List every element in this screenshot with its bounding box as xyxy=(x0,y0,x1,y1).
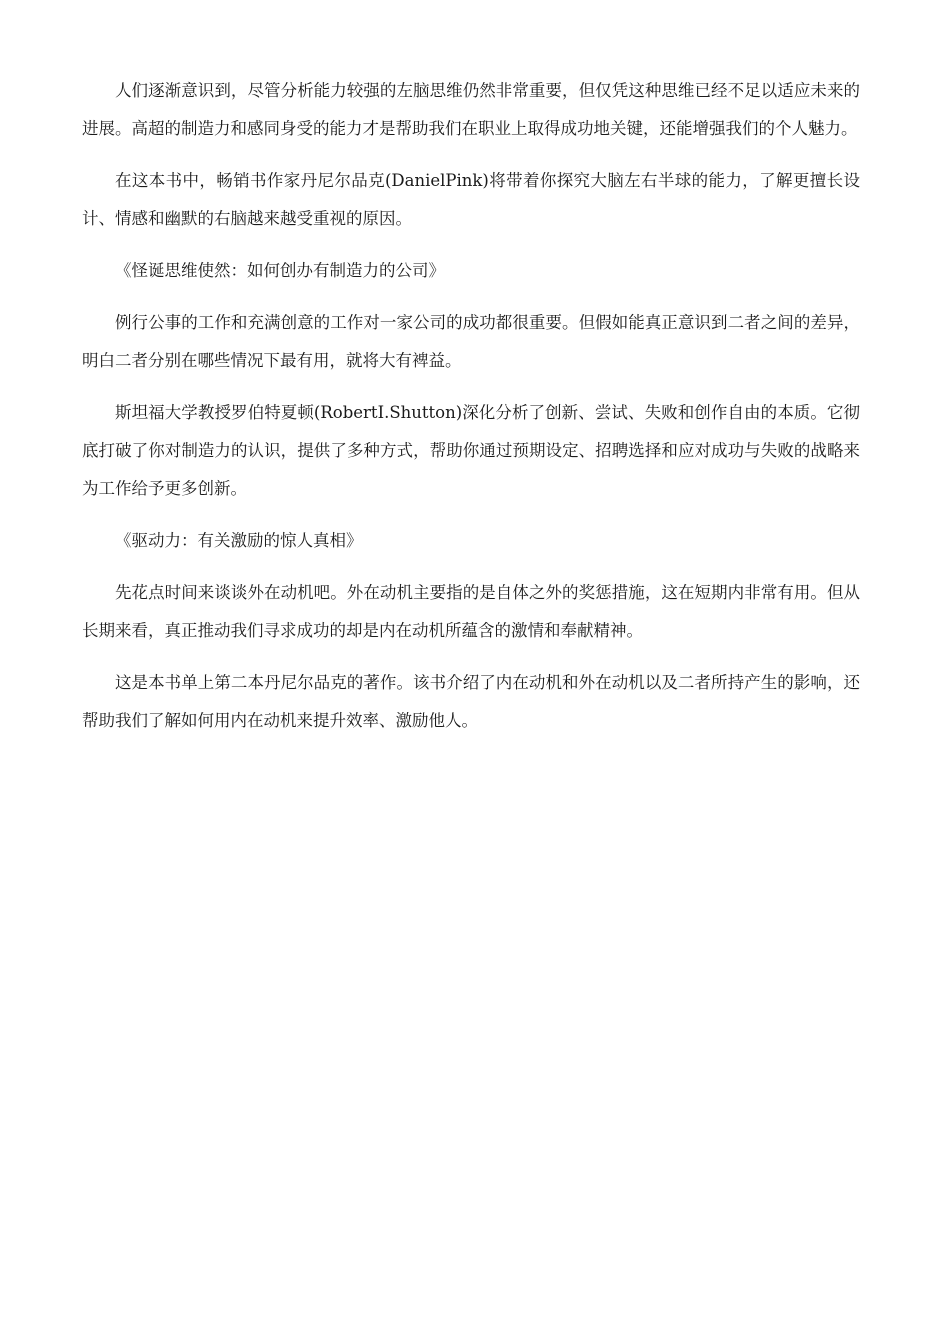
paragraph-extrinsic-motivation: 先花点时间来谈谈外在动机吧。外在动机主要指的是自体之外的奖惩措施，这在短期内非常有用。但从长期来看，真正推动我们寻求成功的却是内在动机所蕴含的激情和奉献精神。 xyxy=(82,583,860,640)
book-title-weird-ideas: 《怪诞思维使然：如何创办有制造力的公司》 xyxy=(115,261,445,280)
book-title-drive: 《驱动力：有关激励的惊人真相》 xyxy=(115,531,363,550)
paragraph-daniel-pink-book: 在这本书中，畅销书作家丹尼尔品克(DanielPink)将带着你探究大脑左右半球的能力，了解更擅长设计、情感和幽默的右脑越来越受重视的原因。 xyxy=(82,171,860,228)
paragraph-robert-sutton: 斯坦福大学教授罗伯特夏顿(RobertI.Shutton)深化分析了创新、尝试、失败和创作自由的本质。它彻底打破了你对制造力的认识，提供了多种方式，帮助你通过预期设定、招聘选择和应对成功与失败的战略来为工作给予更多创新。 xyxy=(82,403,860,498)
paragraph-second-pink-book: 这是本书单上第二本丹尼尔品克的著作。该书介绍了内在动机和外在动机以及二者所持产生的影响，还帮助我们了解如何用内在动机来提升效率、激励他人。 xyxy=(82,673,860,730)
document-page xyxy=(82,72,860,754)
paragraph-left-brain-intro: 人们逐渐意识到，尽管分析能力较强的左脑思维仍然非常重要，但仅凭这种思维已经不足以适应未来的进展。高超的制造力和感同身受的能力才是帮助我们在职业上取得成功地关键，还能增强我们的个人魅力。 xyxy=(82,81,860,138)
paragraph-routine-vs-creative: 例行公事的工作和充满创意的工作对一家公司的成功都很重要。但假如能真正意识到二者之间的差异，明白二者分别在哪些情况下最有用，就将大有裨益。 xyxy=(82,313,860,370)
